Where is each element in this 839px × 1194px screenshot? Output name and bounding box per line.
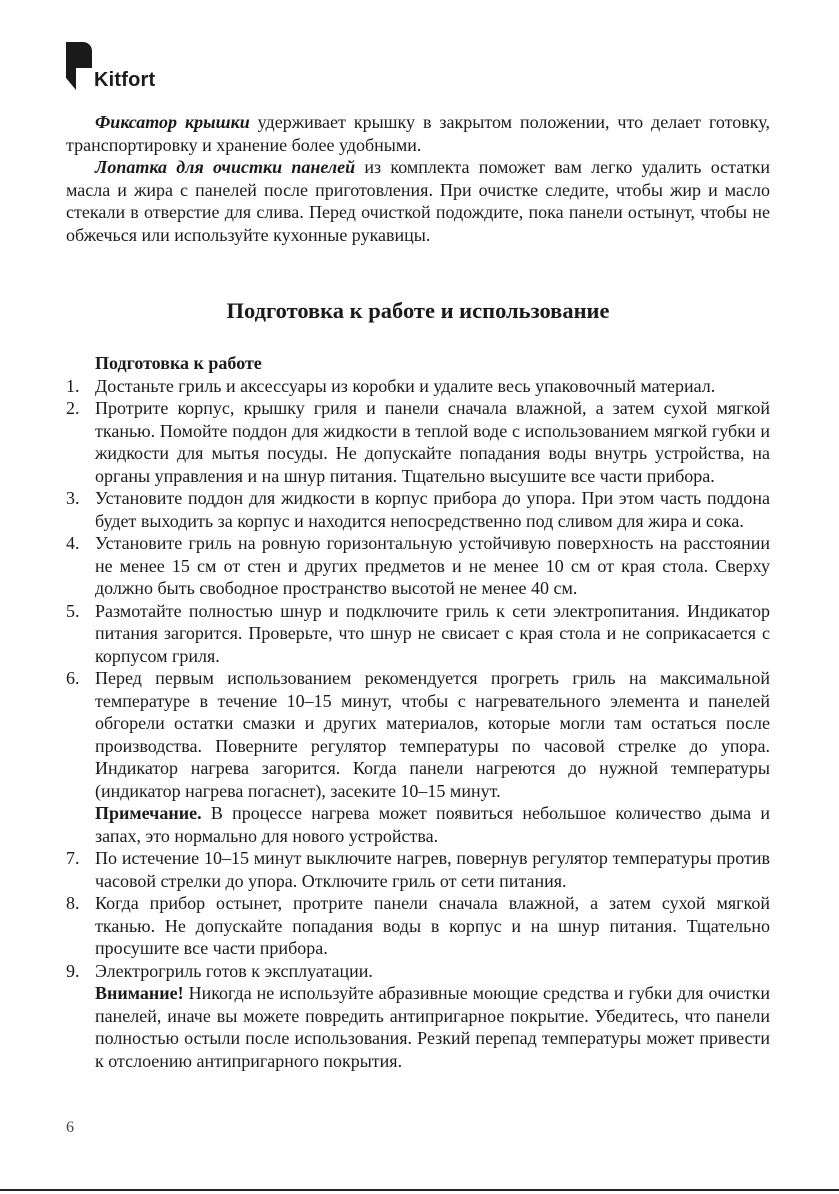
list-item: [66, 375, 770, 398]
step-text: Достаньте гриль и аксессуары из коробки и удалите весь упаковочный материал.: [95, 375, 716, 396]
document-body: [66, 111, 770, 1072]
bottom-divider: [0, 1189, 839, 1191]
step-number: 1.: [66, 375, 80, 396]
brand-logo: [66, 42, 226, 92]
warning-label: Внимание!: [95, 983, 184, 1003]
list-item: [66, 892, 770, 960]
list-item: [66, 960, 770, 983]
intro-lead-term: Фиксатор крышки: [95, 112, 250, 132]
step-text: Установите гриль на ровную горизонтальную устойчивую поверхность на расстоянии не менее 15 см от стен и других предметов и не менее 10 см от края стола. Сверху должно быть свободное пространство высотой не менее 40 см.: [95, 533, 770, 598]
step-number: 3.: [66, 488, 80, 508]
kitfort-logo-icon: [66, 42, 92, 90]
step-number: 5.: [66, 600, 80, 621]
step-text: Когда прибор остынет, протрите панели сначала влажной, а затем сухой мягкой тканью. Не допускайте попадания воды в корпус и на шнур питания. Тщательно просушите все части прибора.: [95, 893, 770, 958]
steps-list-continued: [66, 847, 770, 982]
step-number: 8.: [66, 893, 80, 913]
step-text: Размотайте полностью шнур и подключите гриль к сети электропитания. Индикатор питания загорится. Проверьте, что шнур не свисает с края стола и не соприкасается с корпусом гриля.: [95, 600, 770, 666]
step-number: 4.: [66, 533, 80, 553]
intro-paragraph-spatula: [66, 156, 770, 246]
step-number: 9.: [66, 960, 80, 981]
step-number: 6.: [66, 668, 80, 688]
section-title: Подготовка к работе и использование: [226, 298, 610, 323]
list-item: [66, 667, 770, 802]
note-label: Примечание.: [95, 803, 202, 823]
page-number: 6: [66, 1119, 74, 1136]
list-item: [66, 847, 770, 892]
note-paragraph: [66, 802, 770, 847]
step-number: 7.: [66, 848, 80, 868]
step-text: По истечение 10–15 минут выключите нагрев, повернув регулятор температуры против часовой стрелки до упора. Отключите гриль от сети питания.: [95, 848, 770, 891]
list-item: [66, 600, 770, 668]
warning-paragraph: [66, 982, 770, 1072]
brand-name: Kitfort: [94, 69, 156, 91]
list-item: [66, 487, 770, 532]
intro-paragraph-lid-lock: [66, 111, 770, 156]
step-text: Установите поддон для жидкости в корпус прибора до упора. При этом часть поддона будет выходить за корпус и находится непосредственно под сливом для жира и сока.: [95, 488, 770, 531]
note-text: В процессе нагрева может появиться небольшое количество дыма и запах, это нормально для нового устройства.: [95, 803, 770, 846]
subsection-title: Подготовка к работе: [95, 353, 262, 373]
list-item: [66, 397, 770, 487]
step-text: Перед первым использованием рекомендуется прогреть гриль на максимальной температуре в течение 10–15 минут, чтобы с нагревательного элемента и панелей обгорели остатки смазки и других материалов, которые могли там остаться после производства. Поверните регулятор температуры по часовой стрелке до упора. Индикатор нагрева загорится. Когда панели нагреются до нужной температуры (индикатор нагрева погаснет), засеките 10–15 минут.: [95, 668, 770, 801]
intro-lead-term: Лопатка для очистки панелей: [95, 157, 356, 177]
list-item: [66, 532, 770, 600]
intro-text: удерживает крышку в закрытом положении, что делает готовку, транспортировку и хранение более удобными.: [66, 112, 770, 155]
intro-text: из комплекта поможет вам легко удалить остатки масла и жира с панелей после приготовления. При очистке следите, чтобы жир и масло стекали в отверстие для слива. Перед очисткой подождите, пока панели остынут, чтобы не обжечься или используйте кухонные рукавицы.: [66, 157, 771, 245]
steps-list: [66, 375, 770, 803]
warning-text: Никогда не используйте абразивные моющие средства и губки для очистки панелей, иначе вы можете повредить антипригарное покрытие. Убедитесь, что панели полностью остыли после использования. Резкий перепад температуры может привести к отслоению антипригарного покрытия.: [95, 983, 770, 1071]
step-text: Электрогриль готов к эксплуатации.: [95, 960, 373, 981]
step-text: Протрите корпус, крышку гриля и панели сначала влажной, а затем сухой мягкой тканью. Помойте поддон для жидкости в теплой воде с использованием мягкой губки и жидкости для мытья посуды. Не допускайте попадания воды внутрь устройства, на органы управления и на шнур питания. Тщательно высушите все части прибора.: [95, 398, 770, 486]
step-number: 2.: [66, 398, 80, 418]
